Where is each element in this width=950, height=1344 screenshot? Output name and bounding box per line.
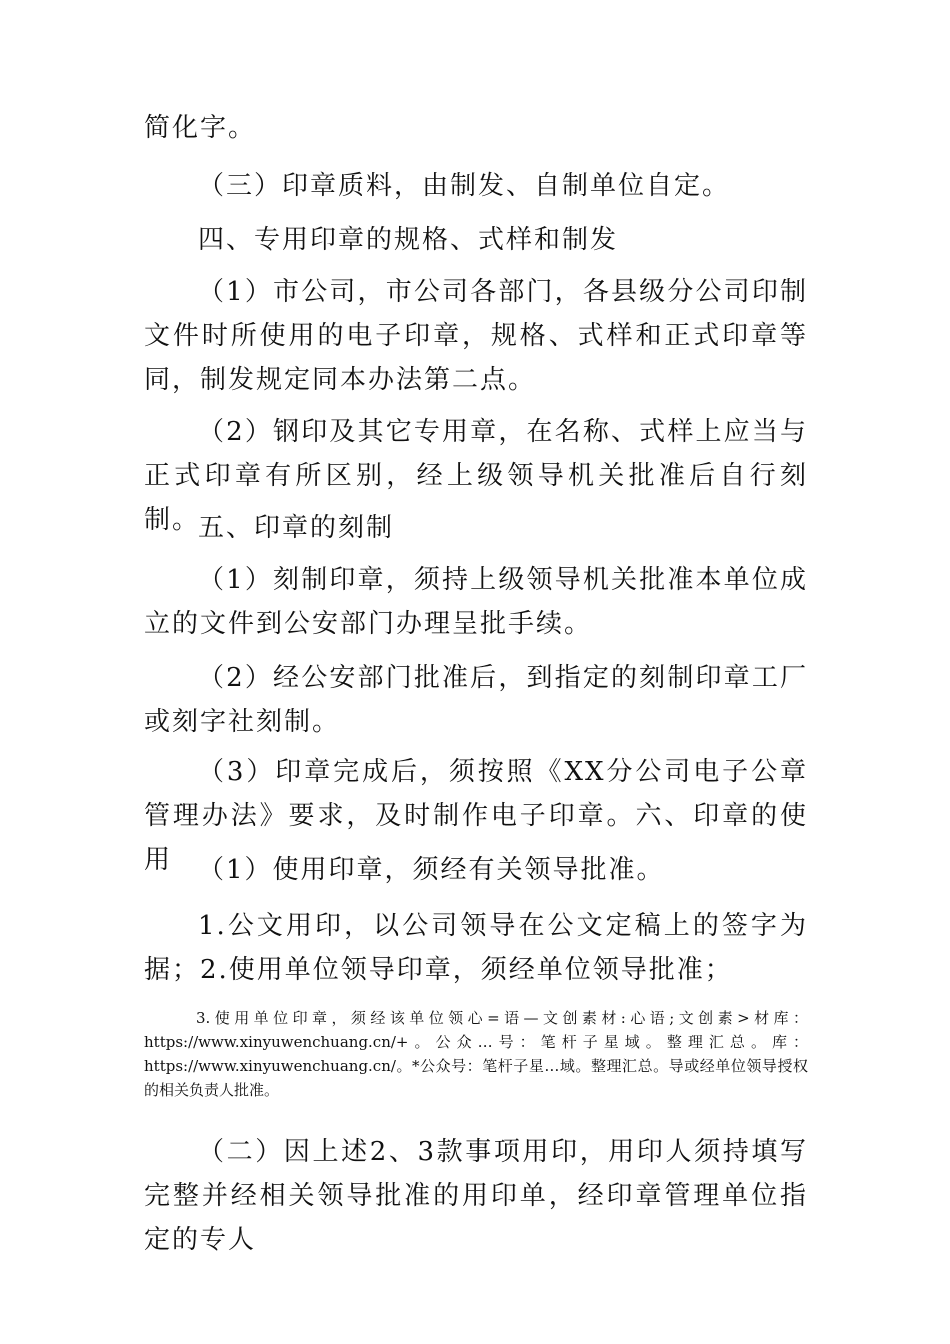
paragraph-simplified-characters: 简化字。 [144, 113, 257, 143]
paragraph-usage-approval: （1）使用印章，须经有关领导批准。 [198, 855, 665, 885]
paragraph-seal-application-form: （二）因上述2、3款事项用印，用印人须持填写完整并经相关领导批准的用印单，经印章管理单位指定的专人 [144, 1137, 808, 1255]
paragraph-steel-seal: （2）钢印及其它专用章，在名称、式样上应当与正式印章有所区别，经上级领导机关批准后自行刻制。 [144, 417, 808, 535]
section-heading-special-seals: 四、专用印章的规格、式样和制发 [198, 225, 619, 255]
paragraph-usage-items: 1.公文用印，以公司领导在公文定稿上的签字为据；2.使用单位领导印章，须经单位领导批准； [144, 911, 808, 985]
paragraph-designated-factory: （2）经公安部门批准后，到指定的刻制印章工厂或刻字社刻制。 [144, 663, 808, 737]
paragraph-electronic-seal-creation: （3）印章完成后，须按照《XX分公司电子公章管理办法》要求，及时制作电子印章。六、印章的使用 [144, 757, 808, 875]
paragraph-unit-seal-note: 3.使用单位印章，须经该单位领心=语—文创素材:心语;文创素>材库：https://www.xinyuwenchuang.cn/+。公众…号：笔杆子星域。整理汇总。库：https://www.xinyuwenchuang.cn/。*公众号：笔杆子星…域。整理汇总。导或经单位领导授权的相关负责人批准。 [144, 1009, 808, 1099]
section-heading-seal-engraving: 五、印章的刻制 [198, 513, 395, 543]
paragraph-seal-material: （三）印章质料，由制发、自制单位自定。 [198, 171, 731, 201]
paragraph-engraving-approval: （1）刻制印章，须持上级领导机关批准本单位成立的文件到公安部门办理呈批手续。 [144, 565, 808, 639]
paragraph-electronic-seal-spec: （1）市公司，市公司各部门，各县级分公司印制文件时所使用的电子印章，规格、式样和正式印章等同，制发规定同本办法第二点。 [144, 277, 808, 395]
